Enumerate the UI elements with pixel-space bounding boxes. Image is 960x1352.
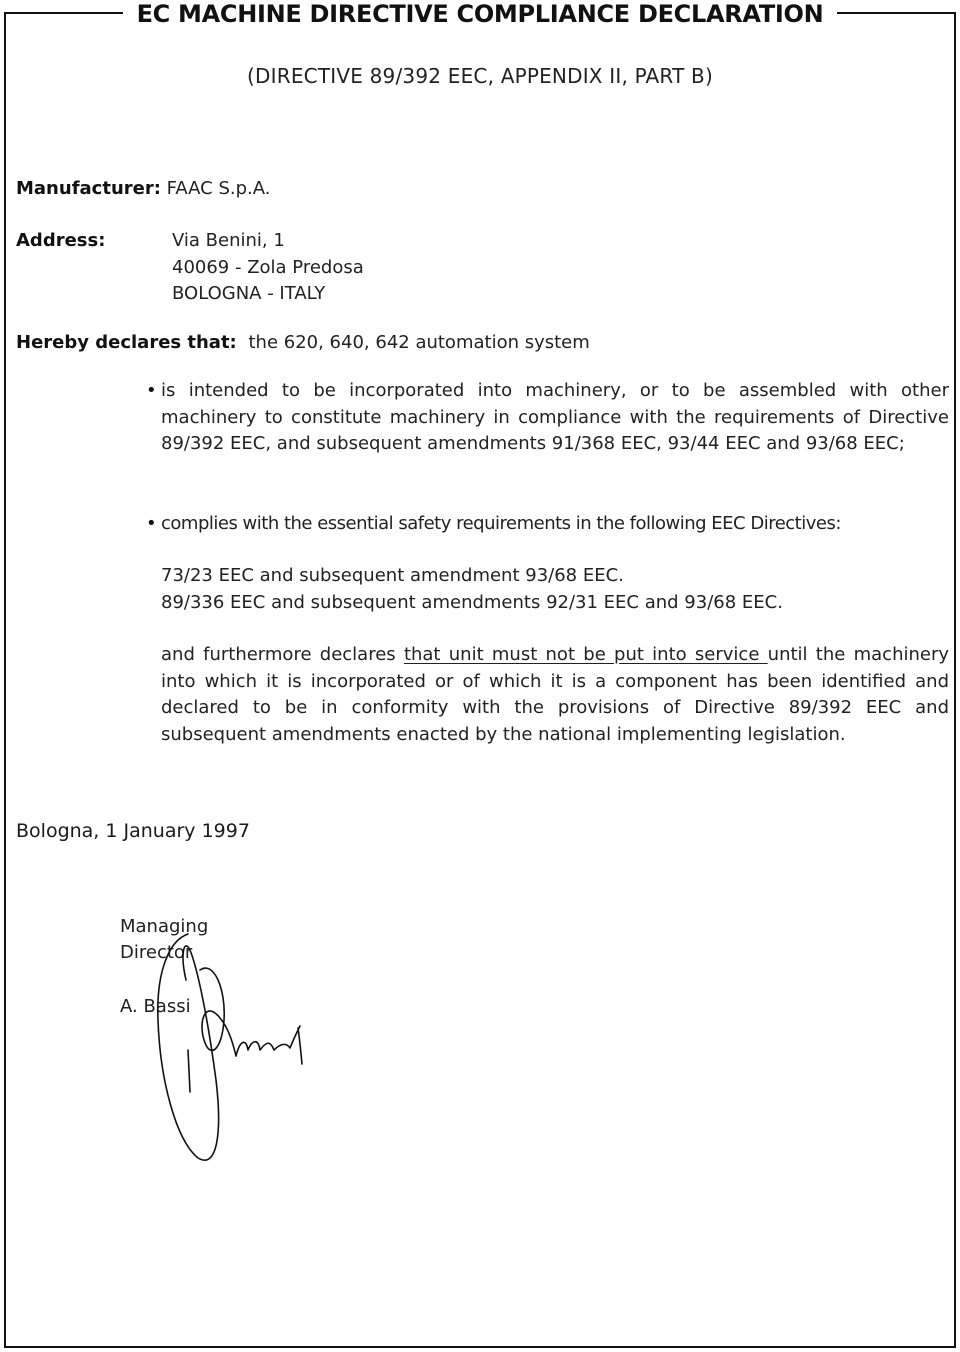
declares-label: Hereby declares that:: [16, 332, 237, 353]
address-line: 40069 - Zola Predosa: [172, 256, 364, 278]
document-subtitle: (DIRECTIVE 89/392 EEC, APPENDIX II, PART B): [247, 64, 713, 88]
further-text-underlined: that unit must not be put into service: [403, 644, 768, 665]
bullet-icon: •: [146, 513, 157, 534]
manufacturer-row: [16, 176, 270, 202]
handwritten-signature: [140, 930, 320, 1170]
manufacturer-label: Manufacturer:: [16, 178, 161, 199]
further-declaration: [161, 642, 949, 748]
address-block: [172, 228, 364, 308]
title-wrap: [0, 0, 960, 28]
further-text-start: and furthermore declares: [161, 644, 404, 665]
signatory-role-line: Director: [120, 942, 193, 963]
bullet-text-complies: complies with the essential safety requirements in the following EEC Directives:: [161, 513, 841, 534]
bullet-icon: •: [146, 380, 157, 401]
place-date: Bologna, 1 January 1997: [16, 820, 250, 842]
address-label: Address:: [16, 230, 106, 251]
address-line: Via Benini, 1: [172, 230, 285, 251]
signatory-role-line: Managing: [120, 916, 209, 937]
directive-list: [161, 563, 949, 616]
further-text-end: until the machinery into which it is incorporated or of which it is a component has been identified and declared to be in conformity with the provisions of Directive 89/392 EEC and subsequent amendments enacted by the national implementing legislation.: [161, 644, 950, 745]
declares-value: the 620, 640, 642 automation system: [248, 332, 590, 353]
address-line: BOLOGNA - ITALY: [172, 283, 326, 304]
declares-row: [16, 330, 590, 356]
document-title: EC MACHINE DIRECTIVE COMPLIANCE DECLARATION: [123, 0, 838, 28]
signatory-name: A. Bassi: [120, 996, 191, 1017]
bullet-text-incorporation: is intended to be incorporated into machinery, or to be assembled with other machinery to constitute machinery in compliance with the requirements of Directive 89/392 EEC, and subsequent amendments 91/368 EEC, 93/44 EEC and 93/68 EEC;: [161, 380, 949, 454]
directive-item: 89/336 EEC and subsequent amendments 92/31 EEC and 93/68 EEC.: [161, 591, 783, 613]
manufacturer-value: FAAC S.p.A.: [166, 178, 271, 199]
address-label-row: [16, 228, 105, 254]
directive-item: 73/23 EEC and subsequent amendment 93/68 EEC.: [161, 565, 624, 586]
